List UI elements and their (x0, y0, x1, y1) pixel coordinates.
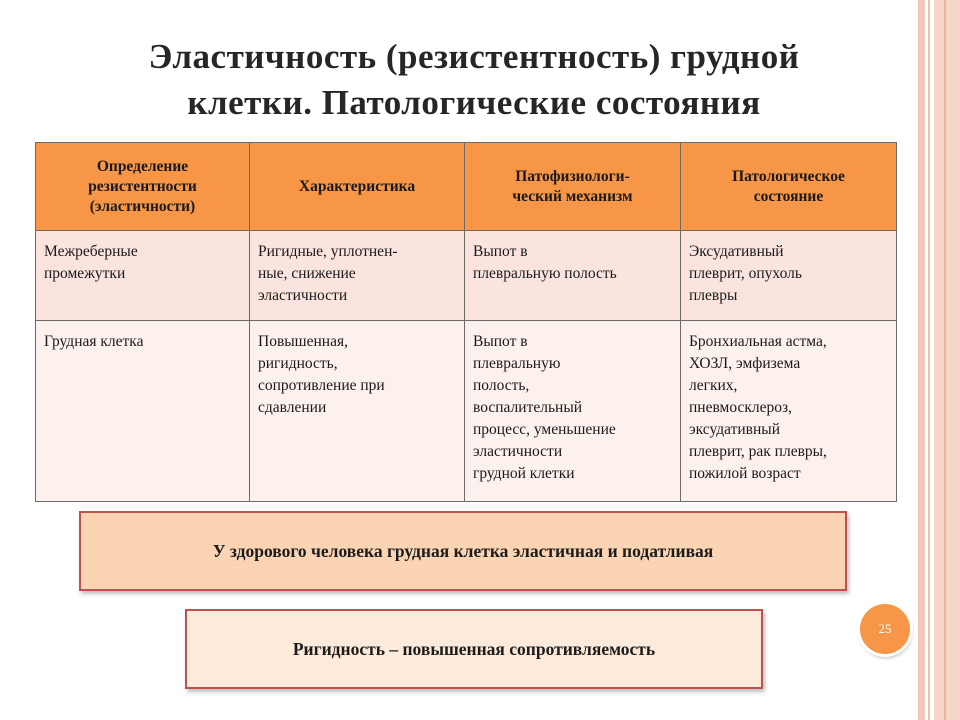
cell-text-line: ХОЗЛ, эмфизема (689, 355, 801, 372)
header-text-line: (эластичности) (89, 197, 196, 215)
cell-text-line: воспалительный (473, 399, 583, 416)
cell-text-line: промежутки (44, 265, 126, 282)
cell-text-line: легких, (689, 377, 738, 394)
header-text-line: Характеристика (298, 177, 416, 195)
cell-text-line: Повышенная, (258, 333, 348, 350)
table-cell (36, 321, 250, 502)
table-row (36, 321, 897, 502)
slide-title-line-1: Эластичность (резистентность) грудной (148, 37, 800, 76)
slide-title (40, 34, 908, 126)
slide-title-line-2: клетки. Патологические состояния (187, 83, 761, 122)
page-number-badge (860, 604, 910, 654)
cell-text-line: плевры (689, 287, 738, 304)
header-text-line: ческий механизм (512, 187, 633, 205)
resistance-table (35, 142, 897, 502)
cell-text-line: Межреберные (44, 243, 138, 260)
decorative-stripe (944, 0, 946, 720)
cell-text-line: Эксудативный (689, 243, 784, 260)
cell-text-line: Выпот в (473, 333, 528, 350)
decorative-stripe (918, 0, 925, 720)
header-condition (681, 143, 897, 231)
cell-text-line: плевральную полость (473, 265, 617, 282)
cell-text-line: сдавлении (258, 399, 327, 416)
header-characteristic (250, 143, 465, 231)
header-text-line: Патологическое (732, 167, 845, 185)
cell-text-line: пожилой возраст (689, 465, 801, 482)
decorative-stripe (934, 0, 960, 720)
healthy-chest-note-text: У здорового человека грудная клетка эластичная и податливая (212, 540, 714, 561)
cell-text-line: процесс, уменьшение (473, 421, 616, 438)
rigidity-definition-note (185, 609, 763, 689)
table-cell (681, 231, 897, 321)
header-definition (36, 143, 250, 231)
table-cell (465, 321, 681, 502)
cell-text-line: Бронхиальная астма, (689, 333, 827, 350)
cell-text-line: Ригидные, уплотнен- (258, 243, 398, 260)
cell-text-line: ные, снижение (258, 265, 356, 282)
table-row (36, 231, 897, 321)
table-cell (250, 321, 465, 502)
healthy-chest-note (79, 511, 847, 591)
table-cell (681, 321, 897, 502)
page-number: 25 (878, 621, 892, 636)
cell-text-line: эластичности (473, 443, 563, 460)
rigidity-definition-note-text: Ригидность – повышенная сопротивляемость (292, 638, 656, 659)
header-text-line: состояние (753, 187, 824, 205)
cell-text-line: эксудативный (689, 421, 781, 438)
cell-text-line: Грудная клетка (44, 333, 144, 350)
table-cell (36, 231, 250, 321)
cell-text-line: пневмосклероз, (689, 399, 792, 416)
cell-text-line: Выпот в (473, 243, 528, 260)
header-text-line: Определение (96, 157, 189, 175)
table-header-row (36, 143, 897, 231)
cell-text-line: плеврит, опухоль (689, 265, 802, 282)
header-mechanism (465, 143, 681, 231)
header-text-line: резистентности (88, 177, 197, 195)
header-text-line: Патофизиологи- (515, 167, 630, 185)
cell-text-line: ригидность, (258, 355, 338, 372)
cell-text-line: сопротивление при (258, 377, 385, 394)
cell-text-line: эластичности (258, 287, 348, 304)
decorative-stripe (928, 0, 930, 720)
cell-text-line: плеврит, рак плевры, (689, 443, 827, 460)
cell-text-line: плевральную (473, 355, 561, 372)
table-cell (465, 231, 681, 321)
cell-text-line: грудной клетки (473, 465, 575, 482)
cell-text-line: полость, (473, 377, 530, 394)
table-cell (250, 231, 465, 321)
